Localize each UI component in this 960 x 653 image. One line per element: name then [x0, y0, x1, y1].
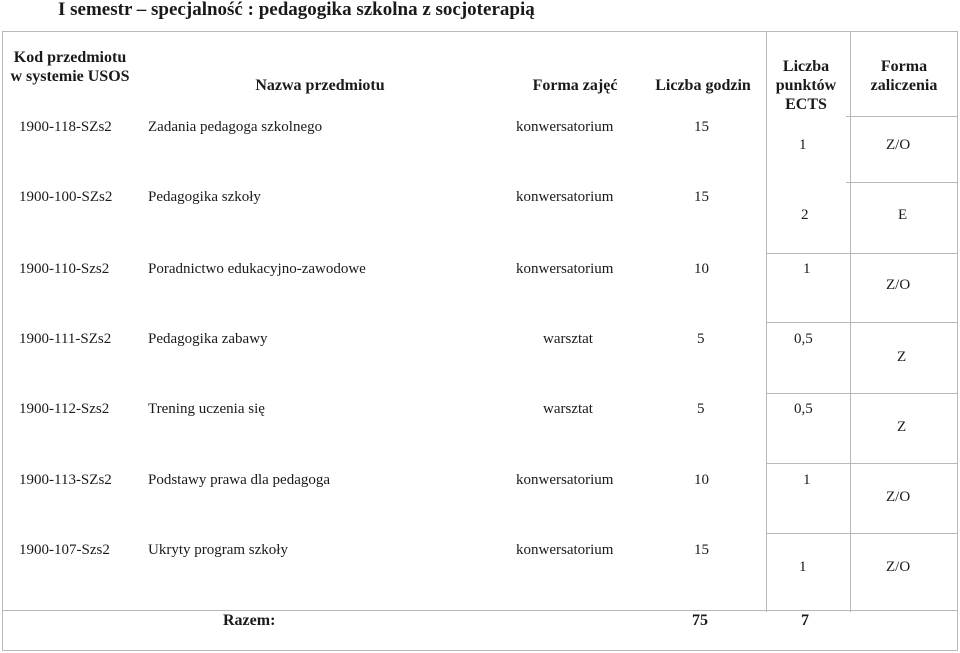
row-hours: 5 — [697, 401, 705, 417]
row-form: warsztat — [543, 401, 593, 417]
row-name: Podstawy prawa dla pedagoga — [148, 472, 331, 488]
header-zaliczenie: Forma zaliczenia — [870, 58, 938, 94]
row-exam: E — [898, 207, 908, 223]
row-name: Ukryty program szkoły — [148, 542, 288, 558]
row-divider — [766, 463, 958, 464]
row-divider — [766, 393, 958, 394]
header-kod: Kod przedmiotu w systemie USOS — [10, 49, 130, 85]
row-exam: Z/O — [886, 137, 911, 153]
total-divider — [2, 610, 958, 611]
row-name: Zadania pedagoga szkolnego — [148, 119, 323, 135]
row-code: 1900-113-SZs2 — [19, 472, 112, 488]
header-godziny: Liczba godzin — [655, 77, 751, 94]
row-form: konwersatorium — [516, 261, 614, 277]
row-ects: 1 — [803, 261, 811, 277]
row-divider — [766, 322, 958, 323]
row-ects: 0,5 — [794, 331, 813, 347]
row-ects: 1 — [803, 472, 811, 488]
row-code: 1900-107-Szs2 — [19, 542, 110, 558]
row-hours: 15 — [694, 542, 709, 558]
row-ects: 1 — [799, 559, 807, 575]
row-exam: Z — [897, 349, 907, 365]
row-divider — [766, 533, 958, 534]
row-form: konwersatorium — [516, 189, 614, 205]
row-hours: 5 — [697, 331, 705, 347]
row-divider — [766, 253, 958, 254]
row-exam: Z/O — [886, 277, 911, 293]
row-code: 1900-111-SZs2 — [19, 331, 112, 347]
row-name: Poradnictwo edukacyjno-zawodowe — [148, 261, 366, 277]
header-forma-zajec: Forma zajęć — [532, 77, 618, 94]
row-exam: Z/O — [886, 559, 911, 575]
row-hours: 15 — [694, 189, 709, 205]
row-ects: 0,5 — [794, 401, 813, 417]
row-form: konwersatorium — [516, 542, 614, 558]
row-name: Trening uczenia się — [148, 401, 265, 417]
row-form: konwersatorium — [516, 119, 614, 135]
row-name: Pedagogika zabawy — [148, 331, 268, 347]
row-code: 1900-110-Szs2 — [19, 261, 110, 277]
header-nazwa: Nazwa przedmiotu — [255, 77, 385, 94]
courses-table — [2, 31, 958, 651]
row-form: konwersatorium — [516, 472, 614, 488]
row-name: Pedagogika szkoły — [148, 189, 261, 205]
header-ects: Liczba punktów ECTS — [775, 58, 837, 113]
row-code: 1900-100-SZs2 — [19, 189, 113, 205]
total-label: Razem: — [223, 612, 276, 629]
row-exam: Z — [897, 419, 907, 435]
row-divider — [846, 116, 958, 117]
row-exam: Z/O — [886, 489, 911, 505]
row-code: 1900-112-Szs2 — [19, 401, 110, 417]
row-hours: 10 — [694, 472, 709, 488]
row-code: 1900-118-SZs2 — [19, 119, 112, 135]
total-ects: 7 — [801, 612, 809, 629]
row-ects: 2 — [801, 207, 809, 223]
row-divider — [846, 182, 958, 183]
row-hours: 10 — [694, 261, 709, 277]
page-title: I semestr – specjalność : pedagogika szkolna z socjoterapią — [58, 0, 535, 20]
row-hours: 15 — [694, 119, 709, 135]
row-form: warsztat — [543, 331, 593, 347]
row-ects: 1 — [799, 137, 807, 153]
total-hours: 75 — [692, 612, 708, 629]
